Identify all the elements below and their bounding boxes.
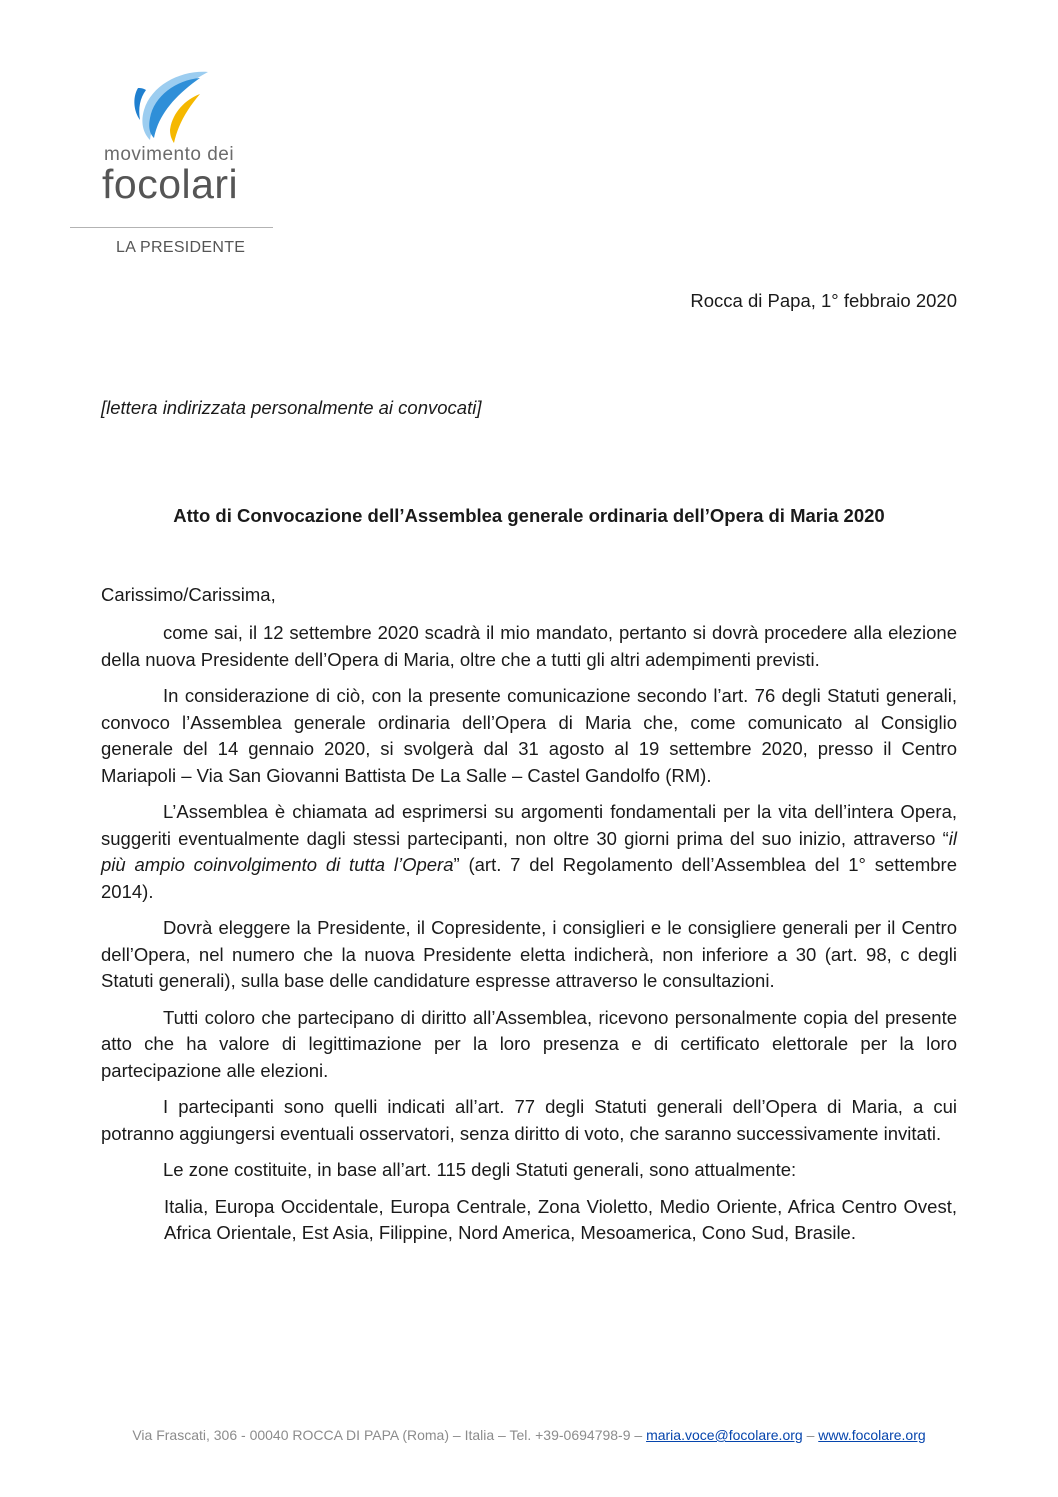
- letter-body: [101, 620, 957, 1257]
- logo-text-movimento: movimento dei: [104, 144, 235, 165]
- logo-text-focolari: focolari: [102, 161, 239, 207]
- letter-subject: Atto di Convocazione dell’Assemblea generale ordinaria dell’Opera di Maria 2020: [173, 505, 885, 526]
- footer-website-link[interactable]: www.focolare.org: [818, 1427, 926, 1443]
- paragraph-3: [101, 799, 957, 905]
- footer-email-link[interactable]: maria.voce@focolare.org: [646, 1427, 803, 1443]
- paragraph-3-quote: il più ampio coinvolgimento di tutta l’Opera: [101, 827, 957, 875]
- paragraph-7: Le zone costituite, in base all’art. 115 degli Statuti generali, sono attualmente:: [163, 1159, 797, 1180]
- footer-separator: –: [802, 1427, 819, 1443]
- paragraph-2: In considerazione di ciò, con la presente comunicazione secondo l’art. 76 degli Statuti generali, convoco l’Assemblea generale ordinaria dell’Opera di Maria che, come comunicato al Consiglio generale del 14 gennaio 2020, si svolgerà dal 31 agosto al 19 settembre 2020, presso il Centro Mariapoli – Via San Giovanni Battista De La Salle – Castel Gandolfo (RM).: [101, 685, 957, 786]
- footer-address: Via Frascati, 306 - 00040 ROCCA DI PAPA (Roma) – Italia – Tel. +39-0694798-9 –: [132, 1427, 647, 1443]
- salutation: Carissimo/Carissima,: [101, 584, 276, 605]
- zones-list: Italia, Europa Occidentale, Europa Centrale, Zona Violetto, Medio Oriente, Africa Centro Ovest, Africa Orientale, Est Asia, Filippine, Nord America, Mesoamerica, Cono Sud, Brasile.: [164, 1195, 957, 1243]
- paragraph-3-text-a: L’Assemblea è chiamata ad esprimersi su argomenti fondamentali per la vita dell’intera Opera, suggeriti eventualmente dagli stessi partecipanti, non oltre 30 giorni prima del suo inizio, attraverso “: [101, 801, 957, 849]
- footer: [0, 1427, 1058, 1443]
- paragraph-3-text-b: ” (art. 7 del Regolamento dell’Assemblea del 1° settembre 2014).: [101, 854, 957, 902]
- flame-logo-icon: [130, 68, 214, 144]
- paragraph-4: Dovrà eleggere la Presidente, il Copresidente, i consiglieri e le consigliere generali per il Centro dell’Opera, nel numero che la nuova Presidente eletta indicherà, non inferiore a 30 (art. 98, c degli Statuti generali), sulla base delle candidature espresse attraverso le consultazioni.: [101, 917, 957, 991]
- addressee-note: [lettera indirizzata personalmente ai convocati]: [101, 397, 482, 418]
- paragraph-5: Tutti coloro che partecipano di diritto all’Assemblea, ricevono personalmente copia del presente atto che ha valore di legittimazione per la loro presenza e di certificato elettorale per la loro partecipazione alle elezioni.: [101, 1006, 957, 1081]
- header-divider: [70, 227, 273, 228]
- paragraph-6: I partecipanti sono quelli indicati all’art. 77 degli Statuti generali dell’Opera di Maria, a cui potranno aggiungersi eventuali osservatori, senza diritto di voto, che saranno successivamente invitati.: [101, 1096, 957, 1144]
- role-title: LA PRESIDENTE: [116, 239, 246, 256]
- paragraph-1: come sai, il 12 settembre 2020 scadrà il mio mandato, pertanto si dovrà procedere alla elezione della nuova Presidente dell’Opera di Maria, oltre che a tutti gli altri adempimenti previsti.: [101, 622, 957, 670]
- letter-date: Rocca di Papa, 1° febbraio 2020: [690, 290, 957, 311]
